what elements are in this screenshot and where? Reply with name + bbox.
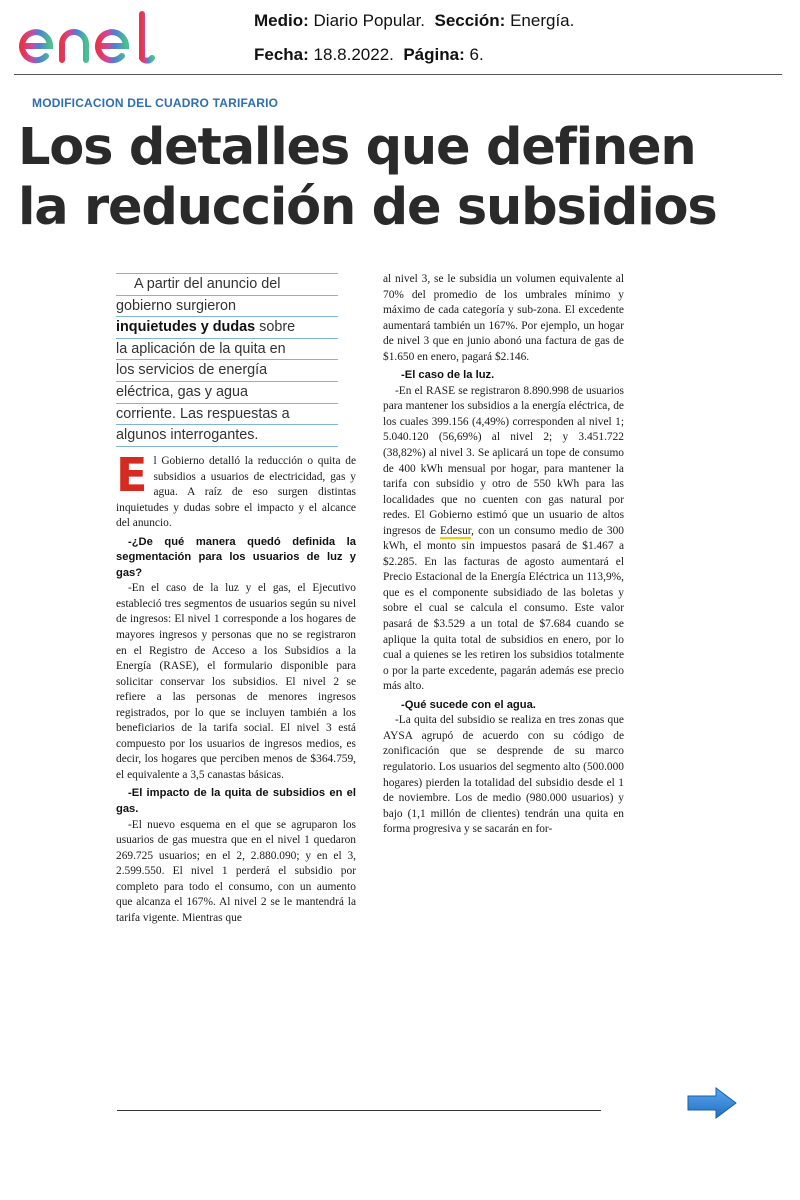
section-heading: -Qué sucede con el agua.: [401, 698, 536, 711]
lead-line: corriente. Las respuestas a: [116, 404, 338, 426]
section-heading: -El caso de la luz.: [401, 369, 495, 382]
article-kicker: MODIFICACION DEL CUADRO TARIFARIO: [32, 96, 279, 110]
header-divider: [14, 74, 782, 75]
medium-line: [254, 4, 574, 38]
date-line: [254, 38, 574, 72]
question-heading: -¿De qué manera quedó definida la segmentación para los usuarios de luz y gas?: [116, 535, 356, 579]
date-value: 18.8.2022.: [313, 45, 394, 64]
page-value: 6.: [469, 45, 484, 64]
lead-line: eléctrica, gas y agua: [116, 382, 338, 404]
lead-line: gobierno surgieron: [116, 296, 338, 318]
paragraph-text: l Gobierno detalló la reducción o quita de subsidios a usuarios de electricidad, gas y agua. A raíz de eso surgen distintas inquietudes y dudas sobre el impacto y el alcance del anuncio.: [116, 455, 356, 530]
article-column-right: [383, 272, 624, 1062]
article-paragraph: -El nuevo esquema en el que se agruparon los usuarios de gas muestra que en el nivel 1 quedaron 269.725 usuarios; en el 2, 2.880.090; y en el 3, 2.599.550. El nivel 1 perderá el subsidio por completo para todo el consumo, con un aumento que alcanza el 167%. Al nivel 2 se le mantendrá la tarifa vigente. Mientras que: [116, 818, 356, 924]
section-label: Sección:: [434, 11, 506, 30]
footer-divider: [117, 1110, 601, 1111]
medium-value: Diario Popular.: [313, 11, 426, 30]
article-paragraph: [383, 384, 624, 695]
section-value: Energía.: [510, 11, 575, 30]
article-paragraph: [116, 448, 356, 532]
paragraph-text: , con un consumo medio de 300 kWh, el monto sin impuestos pasará de $1.467 a $2.285. En las facturas de agosto aumentará el Precio Estacional de la Energía Eléctrica un 113,9%, que es el componente subsidiado de las boletas y sobre el cual se calcula el consumo. Este valor pasará de $3.529 a un total de $7.684 cuando se aplique la quita total de subsidios en enero, por lo cual a quienes se les retiren los subsidios totalmente o por la parte excedente, pagarán además ese precio más alto.: [383, 524, 624, 693]
article-column-left: [116, 448, 356, 1074]
headline-line-1: Los detalles que definen: [18, 118, 696, 177]
question-heading: -El impacto de la quita de subsidios en el gas.: [116, 787, 356, 816]
headline-line-2: la reducción de subsidios: [18, 178, 717, 237]
drop-cap: E: [116, 448, 148, 502]
lead-line: la aplicación de la quita en: [116, 339, 338, 361]
lead-line: [116, 317, 338, 339]
clipping-metadata: [254, 4, 574, 72]
paragraph-text: -En el RASE se registraron 8.890.998 de usuarios para mantener los subsidios a la energía eléctrica, de los cuales 399.156 (4,49%) corresponden al nivel 1; 5.040.120 (56,69%) al nivel 2; y 3.451.722 (38,82%) al nivel 3. Se aplicará un tope de consumo de 400 kWh mensual por hogar, para mantener la tarifa con subsidio y otro de 550 kWh para las localidades que no cuenten con gas natural por redes. El Gobierno estimó que un usuario de altos ingresos de: [383, 384, 624, 537]
article-headline: [18, 118, 768, 238]
article-paragraph: al nivel 3, se le subsidia un volumen equivalente al 70% del promedio de los umbrales mínimo y máximo de cada categoría y sub-zona. El excedente aumentará también un 167%. Por ejemplo, un hogar de nivel 3 que en junio abonó una factura de gas de $1.650 en enero, pagará $2.146.: [383, 273, 624, 363]
lead-text: sobre: [255, 319, 296, 336]
page-label: Página:: [403, 45, 465, 64]
lead-line: algunos interrogantes.: [116, 425, 338, 447]
lead-emphasis: inquietudes y dudas: [116, 319, 256, 336]
lead-line: A partir del anuncio del: [116, 273, 338, 296]
article-lead: [116, 273, 338, 447]
article-paragraph: -En el caso de la luz y el gas, el Ejecutivo estableció tres segmentos de usuarios según su nivel de ingresos: El nivel 1 corresponde a los hogares de mayores ingresos y personas que no se registraron en el Registro de Acceso a los Subsidios a la Energía (RASE), el formulario disponible para solicitar conservar los subsidios. El nivel 2 se refiere a las personas de menores ingresos registrados, por lo que se incluyen también a los beneficiarios de la tarifa social. El nivel 3 está compuesto por los usuarios de ingresos medios, es decir, los hogares que perciben menos de $364.759, el equivalente a 3,5 canastas básicas.: [116, 582, 356, 781]
newspaper-clipping: [18, 92, 768, 1077]
highlighted-company: Edesur: [439, 524, 472, 537]
article-paragraph: -La quita del subsidio se realiza en tres zonas que AYSA agrupó de acuerdo con su código de zonificación que se desprende de su marco regulatorio. Los usuarios del segmento alto (500.000 hogares) pierden la totalidad del subsidio desde el 1 de noviembre. Los de medio (980.000 usuarios) y bajo (1,1 millón de clientes) tendrán una quita en forma progresiva y se sacarán en for-: [383, 714, 624, 836]
medium-label: Medio:: [254, 11, 309, 30]
lead-line: los servicios de energía: [116, 360, 338, 382]
enel-logo-icon: [16, 8, 171, 70]
date-label: Fecha:: [254, 45, 309, 64]
arrow-right-icon[interactable]: [686, 1086, 738, 1120]
